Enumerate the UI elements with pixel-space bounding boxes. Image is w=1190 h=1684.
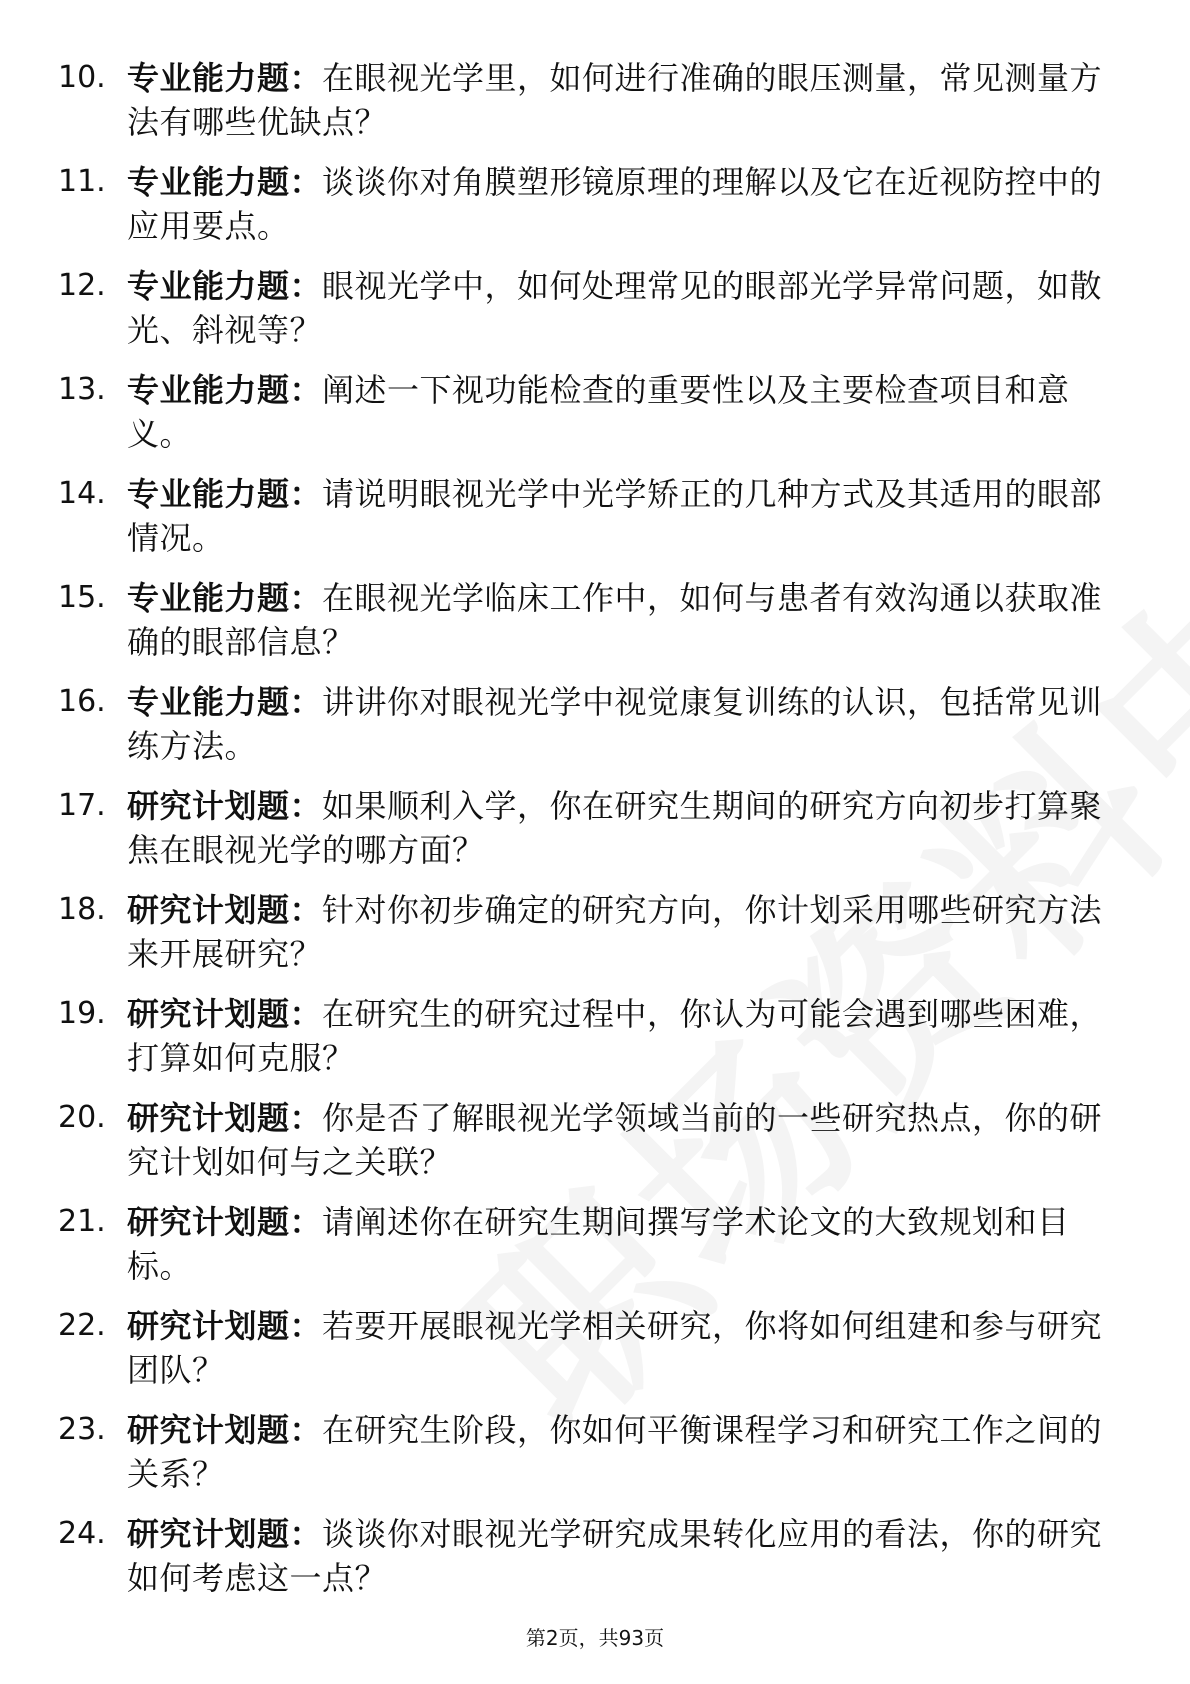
question-category: 研究计划题： [127, 891, 323, 929]
question-number: 17. [58, 788, 106, 823]
question-item [0, 784, 1190, 888]
question-number: 14. [58, 476, 106, 511]
question-text: 请阐述你在研究生期间撰写学术论文的大致规划和目标。 [127, 1203, 1070, 1285]
question-text: 在研究生的研究过程中，你认为可能会遇到哪些困难，打算如何克服？ [127, 995, 1103, 1077]
question-item [0, 888, 1190, 992]
question-body [127, 264, 1117, 352]
question-body [127, 680, 1117, 768]
question-number: 24. [58, 1516, 106, 1551]
question-category: 专业能力题： [127, 371, 323, 409]
question-number: 13. [58, 372, 106, 407]
question-number: 18. [58, 892, 106, 927]
question-body [127, 160, 1117, 248]
question-body [127, 1512, 1117, 1600]
question-body [127, 992, 1117, 1080]
question-text: 谈谈你对眼视光学研究成果转化应用的看法，你的研究如何考虑这一点？ [127, 1515, 1103, 1597]
question-category: 专业能力题： [127, 475, 323, 513]
question-category: 研究计划题： [127, 1515, 323, 1553]
question-number: 11. [58, 164, 106, 199]
question-text: 在研究生阶段，你如何平衡课程学习和研究工作之间的关系？ [127, 1411, 1103, 1493]
question-text: 请说明眼视光学中光学矫正的几种方式及其适用的眼部情况。 [127, 475, 1103, 557]
question-body [127, 1200, 1117, 1288]
question-item [0, 992, 1190, 1096]
question-category: 专业能力题： [127, 267, 323, 305]
question-number: 19. [58, 996, 106, 1031]
question-item [0, 160, 1190, 264]
question-text: 眼视光学中，如何处理常见的眼部光学异常问题，如散光、斜视等？ [127, 267, 1103, 349]
question-number: 22. [58, 1308, 106, 1343]
question-body [127, 888, 1117, 976]
question-item [0, 1200, 1190, 1304]
question-list [0, 56, 1190, 1616]
question-number: 23. [58, 1412, 106, 1447]
question-item [0, 576, 1190, 680]
question-text: 阐述一下视功能检查的重要性以及主要检查项目和意义。 [127, 371, 1070, 453]
question-item [0, 264, 1190, 368]
question-category: 研究计划题： [127, 995, 323, 1033]
question-body [127, 472, 1117, 560]
question-category: 研究计划题： [127, 1099, 323, 1137]
question-item [0, 1512, 1190, 1616]
question-body [127, 368, 1117, 456]
question-text: 在眼视光学里，如何进行准确的眼压测量，常见测量方法有哪些优缺点？ [127, 59, 1103, 141]
question-body [127, 576, 1117, 664]
question-number: 16. [58, 684, 106, 719]
question-body [127, 1096, 1117, 1184]
question-body [127, 784, 1117, 872]
question-item [0, 680, 1190, 784]
question-text: 讲讲你对眼视光学中视觉康复训练的认识，包括常见训练方法。 [127, 683, 1103, 765]
question-category: 研究计划题： [127, 787, 323, 825]
question-number: 10. [58, 60, 106, 95]
question-number: 20. [58, 1100, 106, 1135]
question-text: 你是否了解眼视光学领域当前的一些研究热点，你的研究计划如何与之关联？ [127, 1099, 1103, 1181]
question-number: 12. [58, 268, 106, 303]
question-item [0, 1096, 1190, 1200]
question-number: 15. [58, 580, 106, 615]
question-category: 专业能力题： [127, 683, 323, 721]
page-number-footer: 第2页，共93页 [525, 1626, 665, 1650]
question-item [0, 1304, 1190, 1408]
question-body [127, 1408, 1117, 1496]
question-body [127, 56, 1117, 144]
question-item [0, 1408, 1190, 1512]
question-category: 专业能力题： [127, 59, 323, 97]
question-text: 若要开展眼视光学相关研究，你将如何组建和参与研究团队？ [127, 1307, 1103, 1389]
question-item [0, 56, 1190, 160]
question-text: 如果顺利入学，你在研究生期间的研究方向初步打算聚焦在眼视光学的哪方面？ [127, 787, 1103, 869]
question-category: 研究计划题： [127, 1307, 323, 1345]
question-number: 21. [58, 1204, 106, 1239]
question-text: 针对你初步确定的研究方向，你计划采用哪些研究方法来开展研究？ [127, 891, 1103, 973]
question-text: 在眼视光学临床工作中，如何与患者有效沟通以获取准确的眼部信息？ [127, 579, 1103, 661]
question-category: 研究计划题： [127, 1411, 323, 1449]
question-item [0, 368, 1190, 472]
question-item [0, 472, 1190, 576]
question-body [127, 1304, 1117, 1392]
question-category: 专业能力题： [127, 579, 323, 617]
question-category: 研究计划题： [127, 1203, 323, 1241]
question-text: 谈谈你对角膜塑形镜原理的理解以及它在近视防控中的应用要点。 [127, 163, 1103, 245]
question-category: 专业能力题： [127, 163, 323, 201]
